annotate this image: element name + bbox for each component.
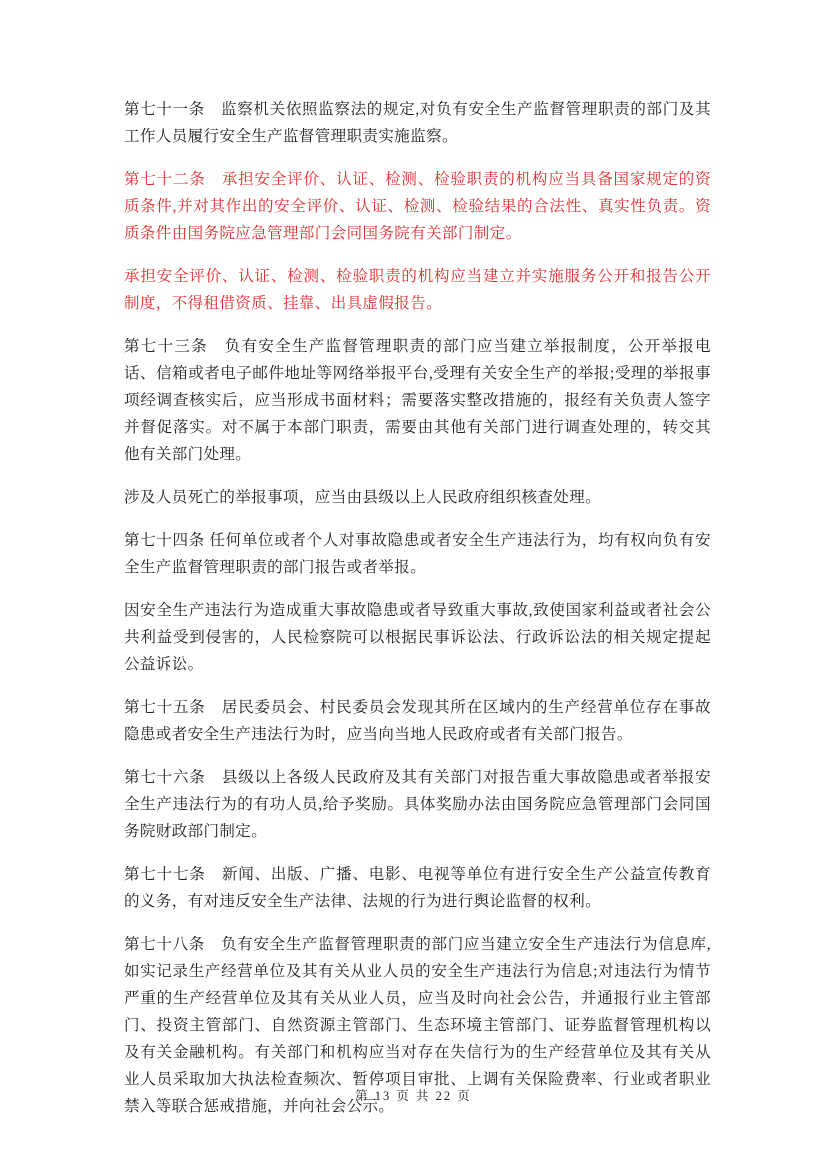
paragraph: 承担安全评价、认证、检测、检验职责的机构应当建立并实施服务公开和报告公开制度，不得租借资质、挂靠、出具虚假报告。 (124, 268, 711, 312)
page-number-footer: 第 13 页 共 22 页 (355, 1089, 472, 1103)
paragraph: 涉及人员死亡的举报事项，应当由县级以上人民政府组织核查处理。 (124, 489, 602, 506)
paragraph: 因安全生产违法行为造成重大事故隐患或者导致重大事故,致使国家利益或者社会公共利益受到侵害的，人民检察院可以根据民事诉讼法、行政诉讼法的相关规定提起公益诉讼。 (124, 602, 711, 673)
paragraph: 第七十六条 县级以上各级人民政府及其有关部门对报告重大事故隐患或者举报安全生产违法行为的有功人员,给予奖励。具体奖励办法由国务院应急管理部门会同国务院财政部门制定。 (124, 769, 711, 840)
paragraph: 第七十八条 负有安全生产监督管理职责的部门应当建立安全生产违法行为信息库,如实记录生产经营单位及其有关从业人员的安全生产违法行为信息;对违法行为情节严重的生产经营单位及其有关从业人员，应当及时向社会公告，并通报行业主管部门、投资主管部门、自然资源主管部门、生态环境主管部门、证券监督管理机构以及有关金融机构。有关部门和机构应当对存在失信行为的生产经营单位及其有关从业人员采取加大执法检查频次、暂停项目审批、上调有关保险费率、行业或者职业禁入等联合惩戒措施，并向社会公示。 (124, 936, 711, 1115)
paragraph: 第七十一条 监察机关依照监察法的规定,对负有安全生产监督管理职责的部门及其工作人员履行安全生产监督管理职责实施监察。 (124, 101, 711, 145)
paragraph: 第七十四条 任何单位或者个人对事故隐患或者安全生产违法行为，均有权向负有安全生产监督管理职责的部门报告或者举报。 (124, 532, 711, 576)
paragraph: 第七十三条 负有安全生产监督管理职责的部门应当建立举报制度，公开举报电话、信箱或者电子邮件地址等网络举报平台,受理有关安全生产的举报;受理的举报事项经调查核实后，应当形成书面材料；需要落实整改措施的，报经有关负责人签字并督促落实。对不属于本部门职责，需要由其他有关部门进行调查处理的，转交其他有关部门处理。 (124, 338, 711, 463)
paragraph: 第七十二条 承担安全评价、认证、检测、检验职责的机构应当具备国家规定的资质条件,并对其作出的安全评价、认证、检测、检验结果的合法性、真实性负责。资质条件由国务院应急管理部门会同国务院有关部门制定。 (124, 171, 711, 242)
document-body (124, 96, 711, 1136)
paragraph: 第七十五条 居民委员会、村民委员会发现其所在区域内的生产经营单位存在事故隐患或者安全生产违法行为时，应当向当地人民政府或者有关部门报告。 (124, 699, 711, 743)
paragraph: 第七十七条 新闻、出版、广播、电影、电视等单位有进行安全生产公益宣传教育的义务，有对违反安全生产法律、法规的行为进行舆论监督的权利。 (124, 866, 711, 910)
